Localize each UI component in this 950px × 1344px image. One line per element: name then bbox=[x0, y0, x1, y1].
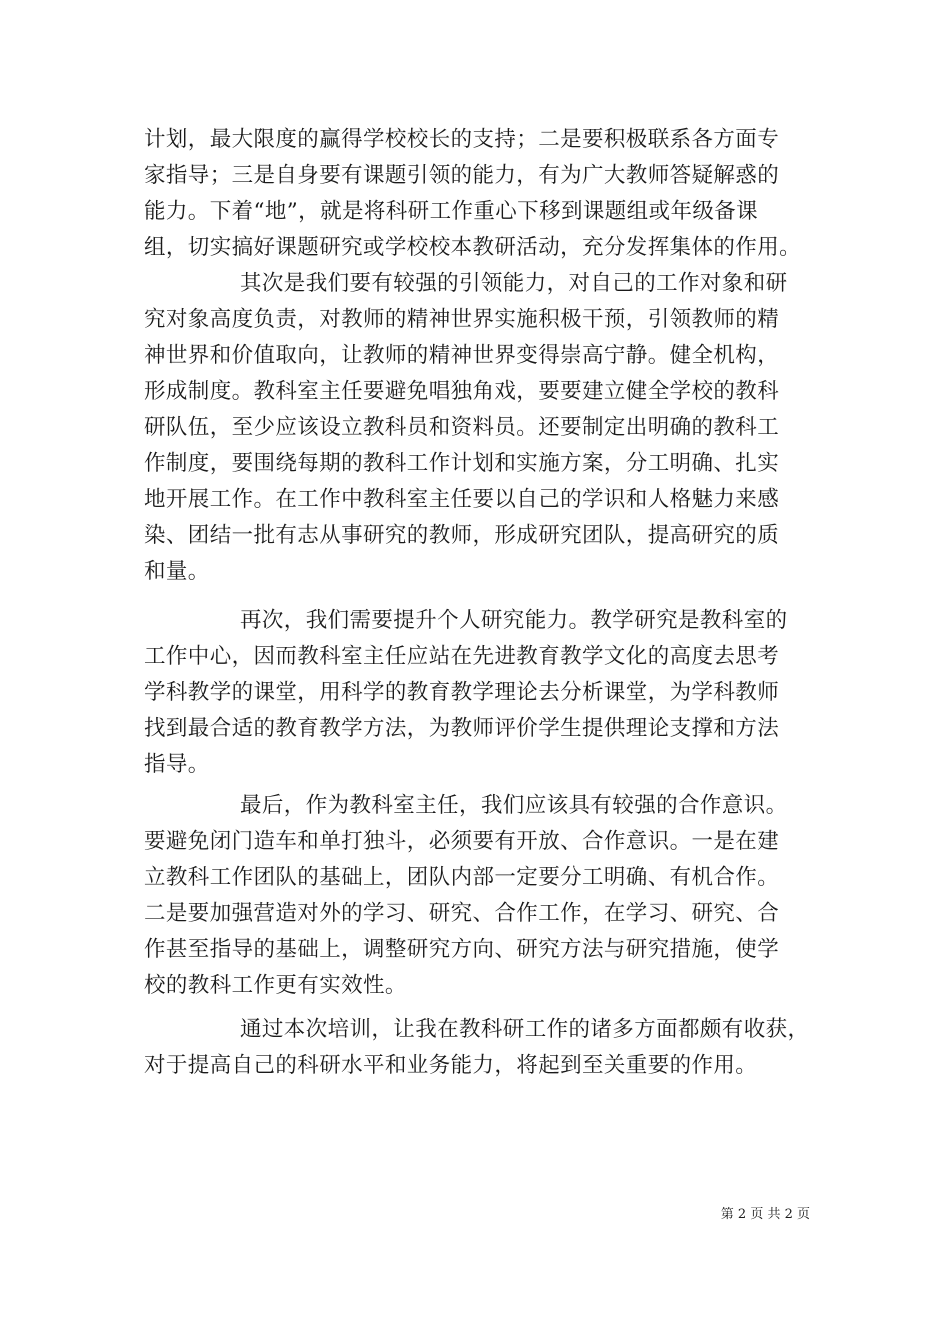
paragraph-line: 二是要加强营造对外的学习、研究、合作工作，在学习、研究、合 bbox=[144, 901, 780, 926]
paragraph-line: 校的教科工作更有实效性。 bbox=[144, 973, 407, 998]
paragraph-line: 研队伍，至少应该设立教科员和资料员。还要制定出明确的教科工 bbox=[144, 415, 780, 440]
page-number: 第 2 页 共 2 页 bbox=[720, 1207, 810, 1222]
paragraph-line: 对于提高自己的科研水平和业务能力，将起到至关重要的作用。 bbox=[144, 1053, 758, 1078]
paragraph-line: 作甚至指导的基础上，调整研究方向、研究方法与研究措施，使学 bbox=[144, 937, 780, 962]
paragraph-line: 学科教学的课堂，用科学的教育教学理论去分析课堂，为学科教师 bbox=[144, 680, 780, 705]
paragraph-line: 指导。 bbox=[144, 752, 210, 777]
paragraph-line: 找到最合适的教育教学方法，为教师评价学生提供理论支撑和方法 bbox=[144, 716, 780, 741]
paragraph-line: 家指导；三是自身要有课题引领的能力，有为广大教师答疑解惑的 bbox=[144, 163, 780, 188]
paragraph-line: 地开展工作。在工作中教科室主任要以自己的学识和人格魅力来感 bbox=[144, 487, 780, 512]
paragraph-line: 其次是我们要有较强的引领能力，对自己的工作对象和研 bbox=[240, 271, 788, 296]
paragraph-line: 立教科工作团队的基础上，团队内部一定要分工明确、有机合作。 bbox=[144, 865, 780, 890]
paragraph-line: 究对象高度负责，对教师的精神世界实施积极干预，引领教师的精 bbox=[144, 307, 780, 332]
paragraph-line: 要避免闭门造车和单打独斗，必须要有开放、合作意识。一是在建 bbox=[144, 829, 780, 854]
paragraph-line: 再次，我们需要提升个人研究能力。教学研究是教科室的 bbox=[240, 608, 788, 633]
paragraph-line: 通过本次培训，让我在教科研工作的诸多方面都颇有收获， bbox=[240, 1017, 810, 1042]
paragraph-line: 能力。下着“地”，就是将科研工作重心下移到课题组或年级备课 bbox=[144, 199, 759, 224]
paragraph-line: 工作中心，因而教科室主任应站在先进教育教学文化的高度去思考 bbox=[144, 644, 780, 669]
paragraph-line: 最后，作为教科室主任，我们应该具有较强的合作意识。 bbox=[240, 793, 788, 818]
paragraph-line: 染、团结一批有志从事研究的教师，形成研究团队，提高研究的质 bbox=[144, 523, 780, 548]
paragraph-line: 形成制度。教科室主任要避免唱独角戏，要要建立健全学校的教科 bbox=[144, 379, 780, 404]
paragraph-line: 和量。 bbox=[144, 559, 210, 584]
paragraph-line: 组，切实搞好课题研究或学校校本教研活动，充分发挥集体的作用。 bbox=[144, 235, 802, 260]
paragraph-line: 神世界和价值取向，让教师的精神世界变得崇高宁静。健全机构， bbox=[144, 343, 780, 368]
paragraph-line: 计划，最大限度的赢得学校校长的支持；二是要积极联系各方面专 bbox=[144, 127, 780, 152]
paragraph-line: 作制度，要围绕每期的教科工作计划和实施方案，分工明确、扎实 bbox=[144, 451, 780, 476]
